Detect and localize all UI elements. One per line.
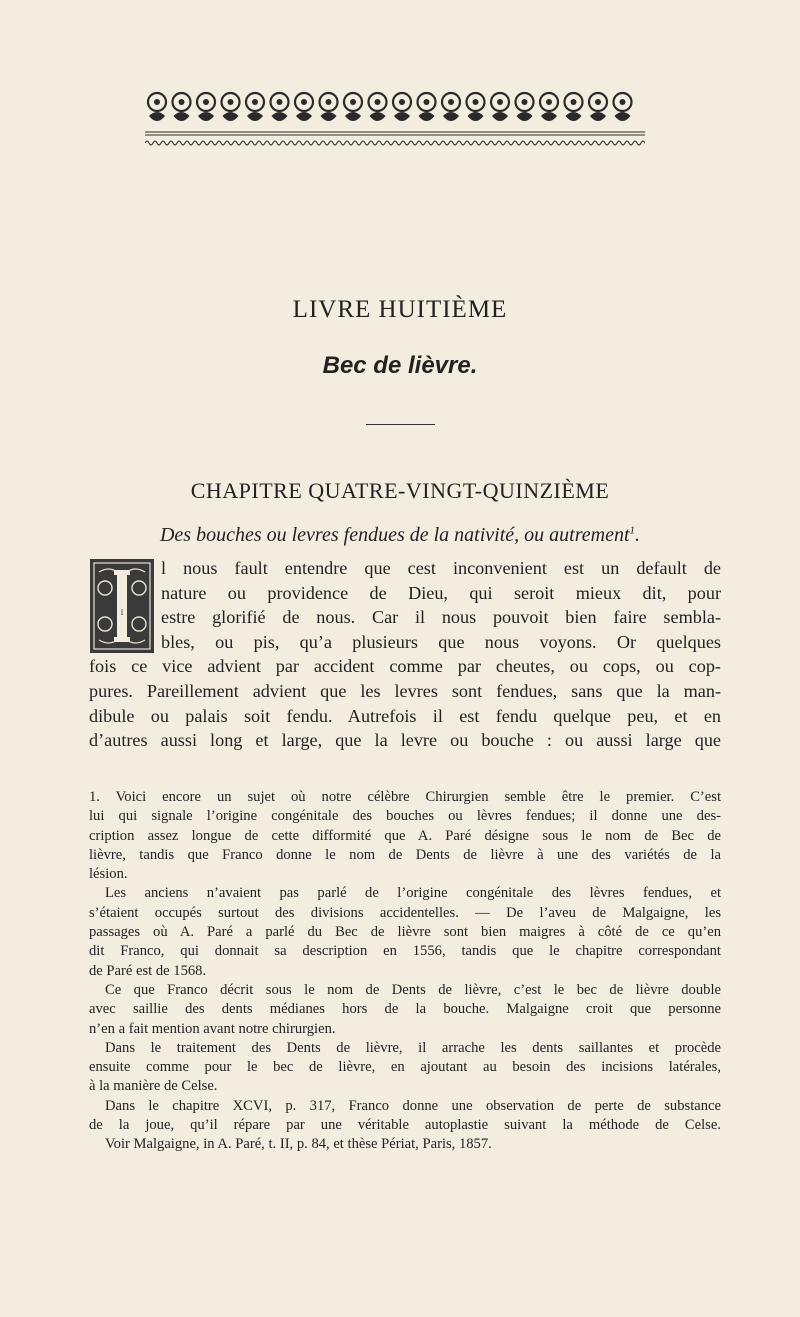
- footnotes: [89, 788, 721, 1155]
- footnote-line: cription assez longue de cette difformité que A. Paré désigne sous le nom de Bec de: [89, 827, 721, 844]
- footnote-line: dit Franco, qui donnait sa description en 1556, tandis que le chapitre correspondant: [89, 943, 721, 960]
- book-title: LIVRE HUITIÈME: [292, 296, 508, 323]
- body-text: [89, 556, 721, 753]
- body-line: estre glorifié de nous. Car il nous pouvoit bien faire sembla-: [161, 607, 721, 628]
- footnote-line: s’étaient occupés surtout des divisions accidentelles. — De l’aveu de Malgaigne, les: [89, 904, 721, 921]
- body-lines: [89, 556, 721, 753]
- body-line: dibule ou palais soit fendu. Autrefois il est fendu quelque peu, et en: [89, 705, 721, 726]
- chapter-subtitle: Des bouches ou levres fendues de la nativité, ou autrement$^1$.: [159, 524, 640, 546]
- footnote-line: Les anciens n’avaient pas parlé de l’origine congénitale des lèvres fendues, et: [105, 885, 721, 902]
- fleuron-band-icon: [145, 88, 645, 150]
- footnote-line: à la manière de Celse.: [89, 1078, 218, 1095]
- ornate-initial-icon: [89, 558, 155, 654]
- footnote-line: lésion.: [89, 866, 128, 883]
- divider: [366, 424, 435, 425]
- footnote-line: de la joue, qu’il répare par une véritable autoplastie suivant la méthode de Celse.: [89, 1117, 721, 1134]
- footnote-line: Dans le traitement des Dents de lièvre, il arrache les dents saillantes et procède: [105, 1039, 721, 1056]
- body-line: d’autres aussi long et large, que la levre ou bouche : ou aussi large que: [89, 730, 721, 751]
- body-line: pures. Pareillement advient que les levres sont fendues, sans que la man-: [89, 680, 721, 701]
- footnote-ref: 1: [629, 524, 635, 537]
- body-line: l nous fault entendre que cest inconvenient est un default de: [161, 558, 721, 578]
- footnote-line: passages où A. Paré a parlé du Bec de lièvre sont bien maigres à côté de ce qu’en: [89, 924, 721, 941]
- footnote-line: 1. Voici encore un sujet où notre célèbre Chirurgien semble être le premier. C’est: [89, 789, 721, 805]
- chapter-title: CHAPITRE QUATRE-VINGT-QUINZIÈME: [190, 478, 610, 503]
- body-line: nature ou providence de Dieu, qui seroit mieux dit, pour: [161, 582, 721, 603]
- footnote-line: Voir Malgaigne, in A. Paré, t. II, p. 84, et thèse Périat, Paris, 1857.: [105, 1136, 492, 1153]
- body-line: fois ce vice advient par accident comme par cheutes, ou cops, ou cop-: [89, 656, 721, 677]
- footnote-line: lièvre, tandis que Franco donne le nom de Dents de lièvre à une des variétés de la: [89, 846, 721, 863]
- footnote-line: lui qui signale l’origine congénitale des bouches ou lèvres fendues; il donne une des-: [89, 808, 721, 825]
- chapter-subtitle-text: Des bouches ou levres fendues de la nativité, ou autrement: [159, 524, 630, 546]
- footnote-line: de Paré est de 1568.: [89, 962, 207, 979]
- footnote-line: Ce que Franco décrit sous le nom de Dents de lièvre, c’est le bec de lièvre double: [105, 981, 721, 998]
- footnote-line: ensuite comme pour le bec de lièvre, en ajoutant au besoin des incisions latérales,: [89, 1059, 721, 1076]
- footnote-line: avec saillie des dents médianes hors de la bouche. Malgaigne croit que personne: [89, 1001, 721, 1018]
- footnote-line: Dans le chapitre XCVI, p. 317, Franco donne une observation de perte de substance: [105, 1097, 721, 1114]
- dropcap-letter: I: [120, 608, 124, 617]
- body-line: bles, ou pis, qu’a plusieurs que nous voyons. Or quelques: [161, 631, 721, 652]
- book-subtitle: Bec de lièvre.: [322, 352, 478, 379]
- footnote-line: n’en a fait mention avant notre chirurgien.: [89, 1020, 336, 1037]
